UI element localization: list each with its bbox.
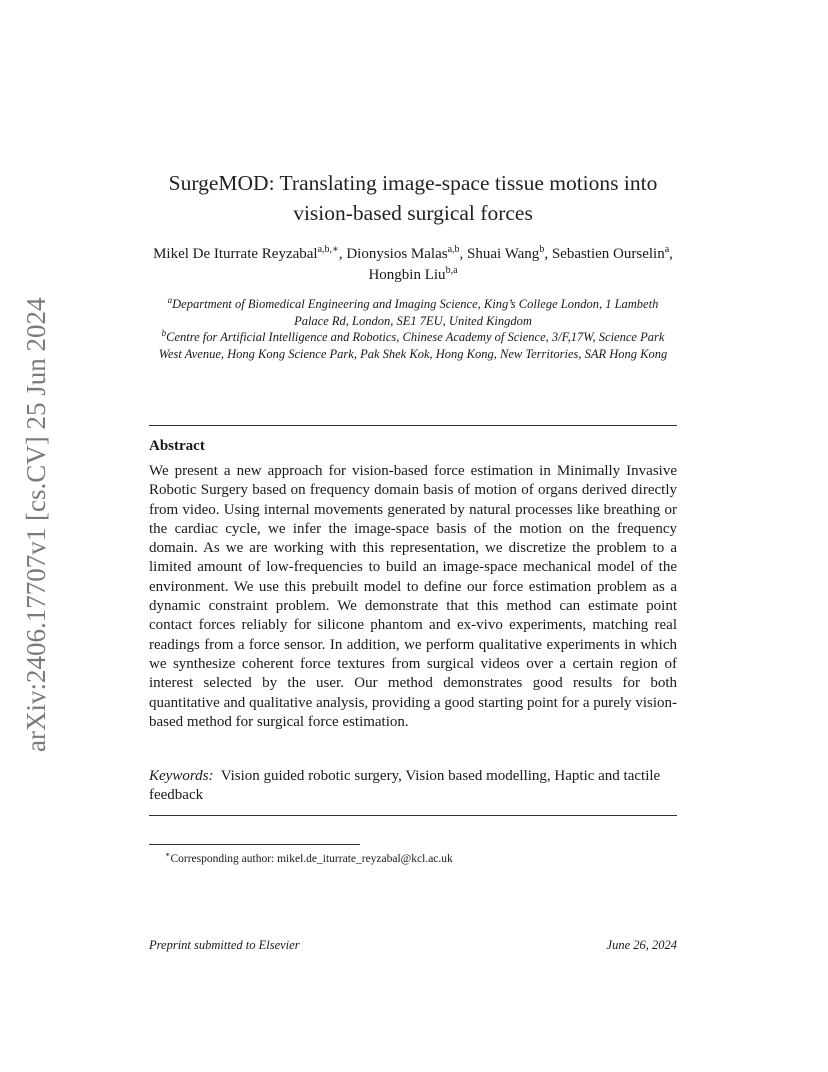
author-name: Dionysios Malas (346, 246, 448, 262)
author-affiliation-mark: b (539, 244, 545, 255)
author-list (149, 244, 677, 286)
abstract-top-rule (149, 425, 677, 426)
author-name: Mikel De Iturrate Reyzabal (153, 246, 318, 262)
author-name: Sebastien Ourselin (551, 246, 665, 262)
author-separator: , (544, 246, 552, 262)
abstract-text: We present a new approach for vision-based force estimation in Minimally Invasive Robotic Surgery based on frequency domain basis of motion of organs derived directly from video. Using internal movements generated by natural processes like breathing or the cardiac cycle, we infer the image-space basis of the motion on the frequency domain. As we are working with this representation, we discretize the problem to a limited amount of low-frequencies to build an image-space mechanical model of the environment. We use this prebuilt model to define our force estimation problem as a dynamic constraint problem. We demonstrate that this method can estimate point contact forces reliably for silicone phantom and ex-vivo experiments, matching real readings from a force sensor. In addition, we perform qualitative experiments in which we synthesize coherent force textures from surgical videos over a certain region of interest selected by the user. Our method demonstrates good results for both quantitative and qualitative analysis, providing a good starting point for a purely vision-based method for surgical force estimation. (149, 463, 677, 730)
affiliation-text: Department of Biomedical Engineering and Imaging Science, King’s College London, 1 Lambeth Palace Rd, London, SE1 7EU, United Kingdom (172, 297, 659, 328)
footnote (165, 848, 453, 866)
abstract-heading: Abstract (149, 438, 205, 454)
author-separator: , (459, 246, 468, 262)
abstract-bottom-rule (149, 815, 677, 816)
author-affiliation-mark: a,b,∗ (317, 244, 339, 255)
footnote-rule (149, 844, 360, 845)
author-separator: , (669, 246, 673, 262)
footnote-text: Corresponding author: mikel.de_iturrate_reyzabal@kcl.ac.uk (170, 852, 453, 865)
author-affiliation-mark: b,a (445, 265, 458, 276)
footer-preprint-note: Preprint submitted to Elsevier (149, 938, 300, 952)
affiliation-mark: a (167, 294, 173, 305)
affiliation-item (149, 296, 677, 329)
footer-date: June 26, 2024 (606, 938, 677, 952)
arxiv-identifier-stamp: arXiv:2406.17707v1 [cs.CV] 25 Jun 2024 (21, 297, 51, 753)
affiliations (149, 296, 677, 362)
keywords-label: Keywords: (149, 768, 214, 784)
author-affiliation-mark: a,b (447, 244, 460, 255)
author-separator: , (338, 246, 347, 262)
affiliation-mark: b (161, 327, 167, 338)
keywords-text: Vision guided robotic surgery, Vision based modelling, Haptic and tactile feedback (149, 768, 661, 804)
affiliation-text: Centre for Artificial Intelligence and Robotics, Chinese Academy of Science, 3/F,17W, Science Park West Avenue, Hong Kong Science Park, Pak Shek Kok, Hong Kong, New Territories, SAR Hong Kong (158, 330, 668, 361)
footnote-mark: ∗ (165, 850, 171, 859)
author-name: Shuai Wang (467, 246, 540, 262)
affiliation-item (149, 329, 677, 362)
keywords (149, 767, 677, 806)
author-name: Hongbin Liu (368, 267, 446, 283)
paper-title: SurgeMOD: Translating image-space tissue motions into vision-based surgical forces (168, 171, 658, 225)
author-affiliation-mark: a (664, 244, 670, 255)
